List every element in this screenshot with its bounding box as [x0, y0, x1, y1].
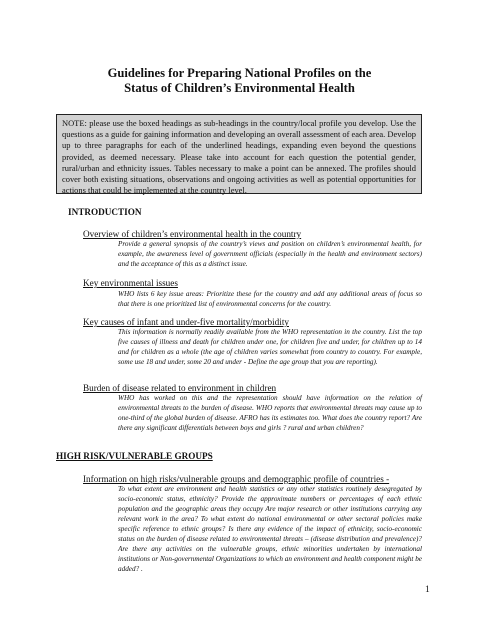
section-heading-burden: Burden of disease related to environment in children [83, 383, 277, 393]
title-line-2: Status of Children’s Environmental Health [124, 81, 355, 95]
section-heading-overview: Overview of children’s environmental health in the country [83, 229, 302, 239]
section-body-mortality: This information is normally readily available from the WHO representation in the country. List the top five causes of illness and death for children under one, for children five and under, for children up to 14 and for children as a whole (the age of children varies somewhat from country to country. For example, some use 18 and under, some 20 and under - Define the age group that you are reporting). [118, 328, 422, 366]
section-body-vulnerable: To what extent are environment and health statistics or any other statistics routinely desegregated by socio-economic status, ethnicity? Provide the approximate numbers or percentages of each ethnic population and the geographic areas they occupy Are major research or other institutions carrying any relevant work in the area? To what extent do national environmental or other sectoral policies make specific reference to ethnic groups? Is there any evidence of the impact of ethnicity, socio-economic status on the burden of disease related to environmental threats – (disease distribution and prevalence)? Are there any activities on the vulnerable groups, ethnic minorities undertaken by international institutions or Non-governmental Organizations to which an environment and health component might be added? . [118, 485, 422, 573]
section-heading-vulnerable: Information on high risks/vulnerable groups and demographic profile of countries - [83, 474, 390, 484]
section-heading-key-issues: Key environmental issues [83, 278, 178, 288]
section-body-key-issues: WHO lists 6 key issue areas: Prioritize these for the country and add any additional areas of focus so that there is one prioritized list of environmental concerns for the country. [118, 290, 422, 308]
note-box: NOTE: please use the boxed headings as sub-headings in the country/local profile you develop. Use the questions as a guide for gaining information and developing an overall assessment of each area. Develop up to three paragraphs for each of the underlined headings, expanding even beyond the questions provided, as deemed necessary. Please take into account for each question the potential gender, rural/urban and ethnicity issues. Tables necessary to make a point can be annexed. The profiles should cover both existing situations, observations and ongoing activities as well as potential opportunities for actions that could be implemented at the country level. [56, 114, 422, 194]
title-line-1: Guidelines for Preparing National Profiles on the [107, 66, 372, 80]
introduction-heading: INTRODUCTION [68, 207, 142, 217]
page-number: 1 [425, 585, 430, 595]
document-title [0, 66, 479, 96]
section-body-overview: Provide a general synopsis of the country’s views and position on children’s environmental health, for example, the awareness level of government officials (especially in the health and environment sectors) and the acceptance of this as a distinct issue. [118, 240, 422, 268]
section-body-burden: WHO has worked on this and the representation should have information on the relation of environmental threats to the burden of disease. WHO reports that environmental threats may cause up to one-third of the global burden of disease. AFRO has its estimates too. What does the country report? Are there any significant differentials between boys and girls ? rural and urban children? [118, 394, 422, 432]
high-risk-heading: HIGH RISK/VULNERABLE GROUPS [56, 451, 213, 461]
section-heading-mortality: Key causes of infant and under-five mortality/morbidity [83, 317, 289, 327]
